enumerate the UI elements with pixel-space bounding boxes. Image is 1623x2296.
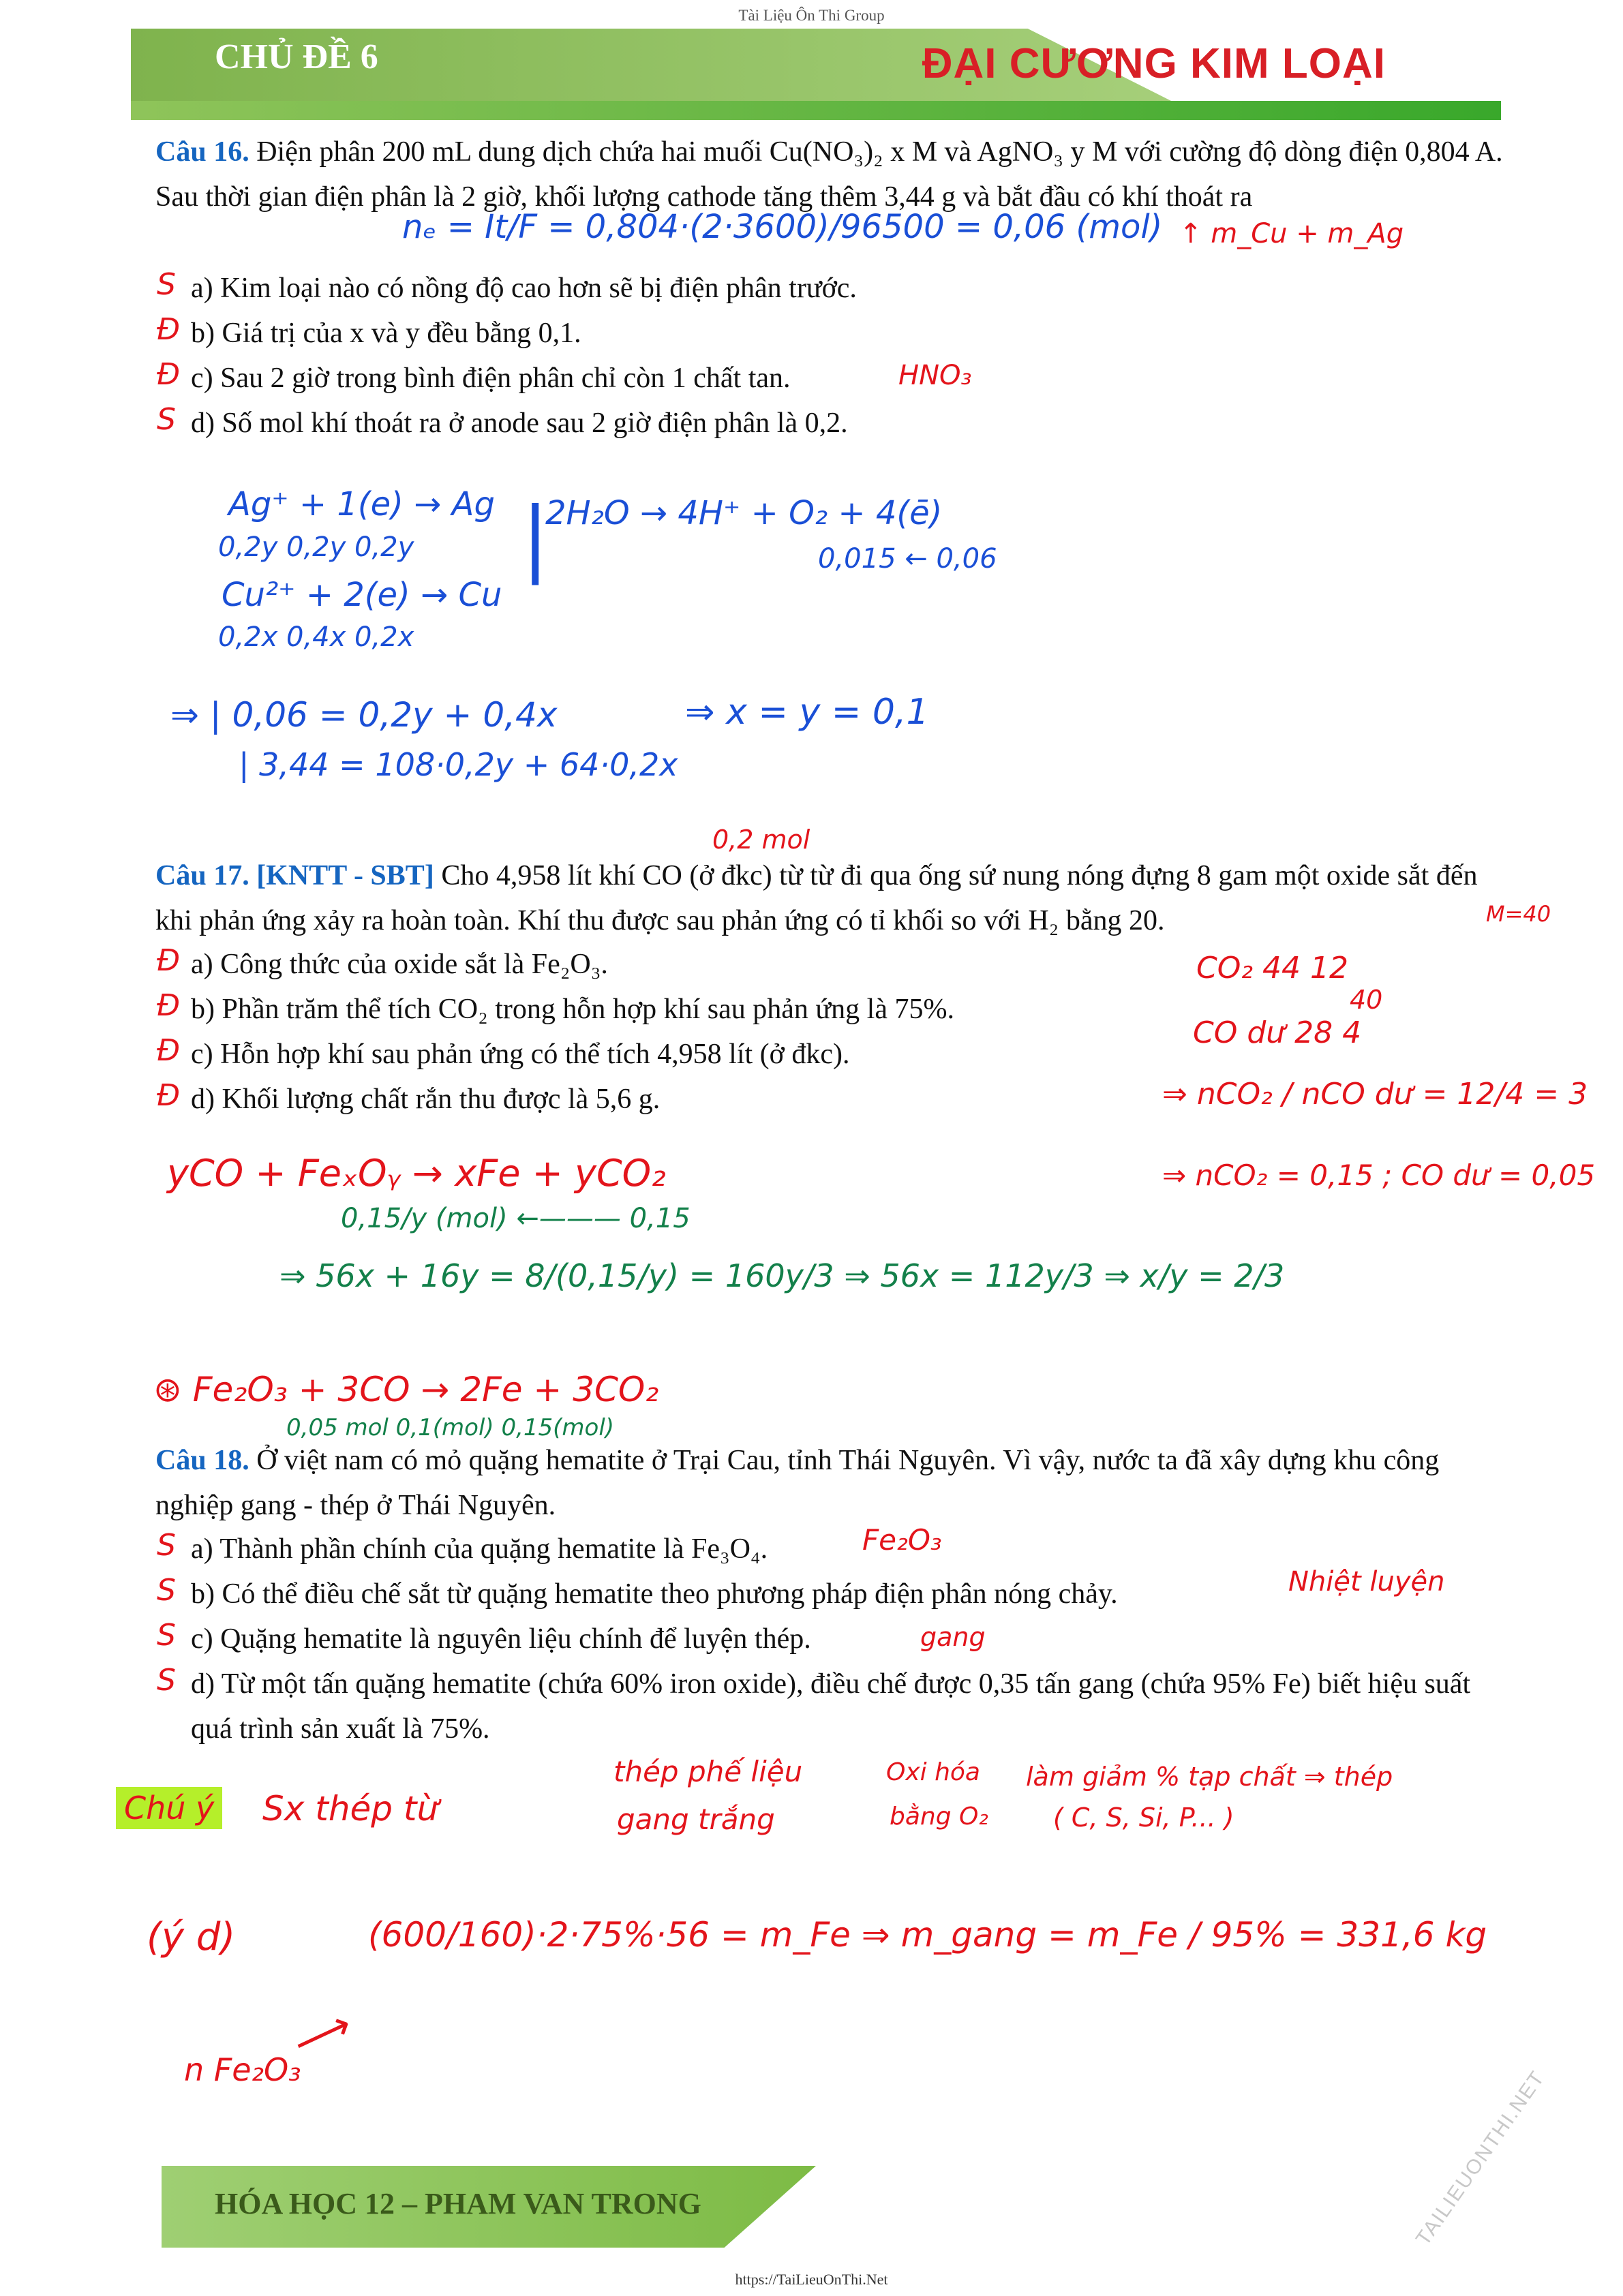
option-c: c) Sau 2 giờ trong bình điện phân chỉ còn 1 chất tan. (191, 363, 791, 394)
hw-q18-gang: gang (920, 1622, 986, 1652)
question-number: Câu 16. (155, 136, 249, 168)
mark-s: S (157, 402, 176, 437)
mark-d: Đ (157, 312, 181, 347)
hw-q16-result: ⇒ x = y = 0,1 (685, 692, 929, 733)
hw-q18-nhiet: Nhiệt luyện (1288, 1566, 1445, 1597)
hw-q17-m: M=40 (1486, 901, 1551, 927)
hw-q16-r1v: 0,2y 0,2y 0,2y (218, 532, 414, 563)
hw-arrow: ⟶ (286, 2000, 359, 2068)
mark-s: S (157, 1618, 176, 1653)
option-b: b) Giá trị của x và y đều bằng 0,1. (191, 318, 581, 349)
option-c: c) Quặng hematite là nguyên liệu chính để luyện thép. (191, 1623, 811, 1655)
watermark: TAILIEUONTHI.NET (1412, 2066, 1549, 2250)
header-rule (131, 101, 1501, 120)
hw-note-branch2: gang trắng (617, 1803, 775, 1836)
hw-q17-eq: yCO + FeₓOᵧ → xFe + yCO₂ (167, 1152, 666, 1195)
hw-q16-ne: nₑ = It/F = 0,804·(2·3600)/96500 = 0,06 (mol) (402, 208, 1163, 246)
hw-q16-sys1: ⇒ | 0,06 = 0,2y + 0,4x (170, 695, 558, 735)
hw-q16-bracket: | (521, 491, 549, 585)
question-16 (155, 129, 1512, 219)
hw-note-ox1: Oxi hóa (886, 1758, 980, 1786)
mark-d: Đ (157, 988, 181, 1023)
hw-q16-arrow: ↑ m_Cu + m_Ag (1179, 218, 1404, 249)
hw-q16-r2: Cu²⁺ + 2(e) → Cu (222, 576, 502, 614)
option-d: d) Số mol khí thoát ra ở anode sau 2 giờ điện phân là 0,2. (191, 408, 848, 439)
question-17 (155, 853, 1512, 943)
hw-q17-diag3: CO dư 28 4 (1193, 1015, 1362, 1050)
mark-d: Đ (157, 1078, 181, 1113)
option-c: c) Hỗn hợp khí sau phản ứng có thể tích 4,958 lít (ở đkc). (191, 1039, 850, 1070)
hw-note-res2: ( C, S, Si, P... ) (1053, 1803, 1234, 1833)
hw-q18-calc: (600/160)·2·75%·56 = m_Fe ⇒ m_gang = m_Fe / 95% = 331,6 kg (368, 1915, 1487, 1955)
hw-q18-n: n Fe₂O₃ (184, 2051, 301, 2088)
hw-q17-n: ⇒ nCO₂ = 0,15 ; CO dư = 0,05 (1162, 1159, 1596, 1192)
hw-q17-ratio: ⇒ nCO₂ / nCO dư = 12/4 = 3 (1162, 1077, 1588, 1112)
hw-q17-starv: 0,05 mol 0,1(mol) 0,15(mol) (286, 1414, 615, 1441)
question-18 (155, 1438, 1512, 1528)
hw-note-res: làm giảm % tạp chất ⇒ thép (1026, 1762, 1393, 1792)
option-b: b) Phần trăm thể tích CO₂ trong hỗn hợp khí sau phản ứng là 75%. (191, 994, 954, 1025)
hw-q18-yd: (ý d) (147, 1915, 236, 1959)
mark-d: Đ (157, 1033, 181, 1068)
option-d: d) Từ một tấn quặng hematite (chứa 60% iron oxide), điều chế được 0,35 tấn gang (chứa 95% Fe) biết hiệu suất quá trình sản xuất là 75%. (191, 1668, 1471, 1745)
note-badge: Chú ý (116, 1787, 222, 1829)
mark-d: Đ (157, 357, 181, 392)
hw-note-text: Sx thép từ (262, 1789, 439, 1828)
hw-note-branch1: thép phế liệu (613, 1755, 803, 1788)
option-b: b) Có thể điều chế sắt từ quặng hematite theo phương pháp điện phân nóng chảy. (191, 1578, 1118, 1610)
hw-q17-eqv: 0,15/y (mol) ←——— 0,15 (341, 1203, 691, 1234)
question-number: Câu 18. (155, 1445, 249, 1476)
hw-q16-hno3: HNO₃ (898, 360, 972, 391)
hw-q17-calc: ⇒ 56x + 16y = 8/(0,15/y) = 160y/3 ⇒ 56x = 112y/3 ⇒ x/y = 2/3 (279, 1257, 1285, 1294)
hw-q17-diag1: CO₂ 44 12 (1196, 951, 1348, 985)
question-number: Câu 17. [KNTT - SBT] (155, 860, 434, 891)
hw-q18-fe2o3: Fe₂O₃ (862, 1523, 942, 1557)
mark-s: S (157, 1573, 176, 1608)
top-group-label: Tài Liệu Ôn Thi Group (738, 7, 885, 24)
hw-q16-r3: 2H₂O → 4H⁺ + O₂ + 4(ē) (545, 494, 943, 532)
topic-title: ĐẠI CƯƠNG KIM LOẠI (922, 40, 1386, 87)
hw-q16-sys2: | 3,44 = 108·0,2y + 64·0,2x (239, 746, 678, 783)
hw-q16-r1: Ag⁺ + 1(e) → Ag (228, 485, 495, 523)
footer-title: HÓA HỌC 12 – PHAM VAN TRONG (215, 2187, 701, 2220)
hw-q17-co: 0,2 mol (712, 825, 810, 855)
option-a: a) Kim loại nào có nồng độ cao hơn sẽ bị điện phân trước. (191, 273, 857, 304)
mark-s: S (157, 267, 176, 302)
hw-q17-star: ⊛ Fe₂O₃ + 3CO → 2Fe + 3CO₂ (153, 1370, 659, 1409)
chapter-label: CHỦ ĐỀ 6 (215, 37, 378, 76)
mark-s: S (157, 1528, 176, 1563)
mark-d: Đ (157, 943, 181, 978)
hw-q17-diag2: 40 (1350, 985, 1383, 1015)
question-text: Ở việt nam có mỏ quặng hematite ở Trại Cau, tỉnh Thái Nguyên. Vì vậy, nước ta đã xây dựng khu công nghiệp gang - thép ở Thái Nguyên. (155, 1445, 1440, 1521)
option-a: a) Thành phần chính của quặng hematite là Fe₃O₄. (191, 1533, 768, 1565)
hw-q16-r2v: 0,2x 0,4x 0,2x (218, 622, 414, 653)
question-text: Cho 4,958 lít khí CO (ở đkc) từ từ đi qua ống sứ nung nóng đựng 8 gam một oxide sắt đến khi phản ứng xảy ra hoàn toàn. Khí thu được sau phản ứng có tỉ khối so với H₂ bằng 20. (155, 860, 1478, 936)
option-d: d) Khối lượng chất rắn thu được là 5,6 g. (191, 1084, 661, 1115)
mark-s: S (157, 1663, 176, 1698)
question-text: Điện phân 200 mL dung dịch chứa hai muối Cu(NO₃)₂ x M và AgNO₃ y M với cường độ dòng điện 0,804 A. Sau thời gian điện phân là 2 giờ, khối lượng cathode tăng thêm 3,44 g và bắt đầu có khí thoát ra (155, 136, 1503, 213)
hw-note-ox2: bằng O₂ (890, 1803, 988, 1831)
hw-q16-r3v: 0,015 ← 0,06 (818, 543, 997, 575)
footer-url: https://TaiLieuOnThi.Net (735, 2271, 888, 2288)
option-a: a) Công thức của oxide sắt là Fe₂O₃. (191, 949, 608, 980)
